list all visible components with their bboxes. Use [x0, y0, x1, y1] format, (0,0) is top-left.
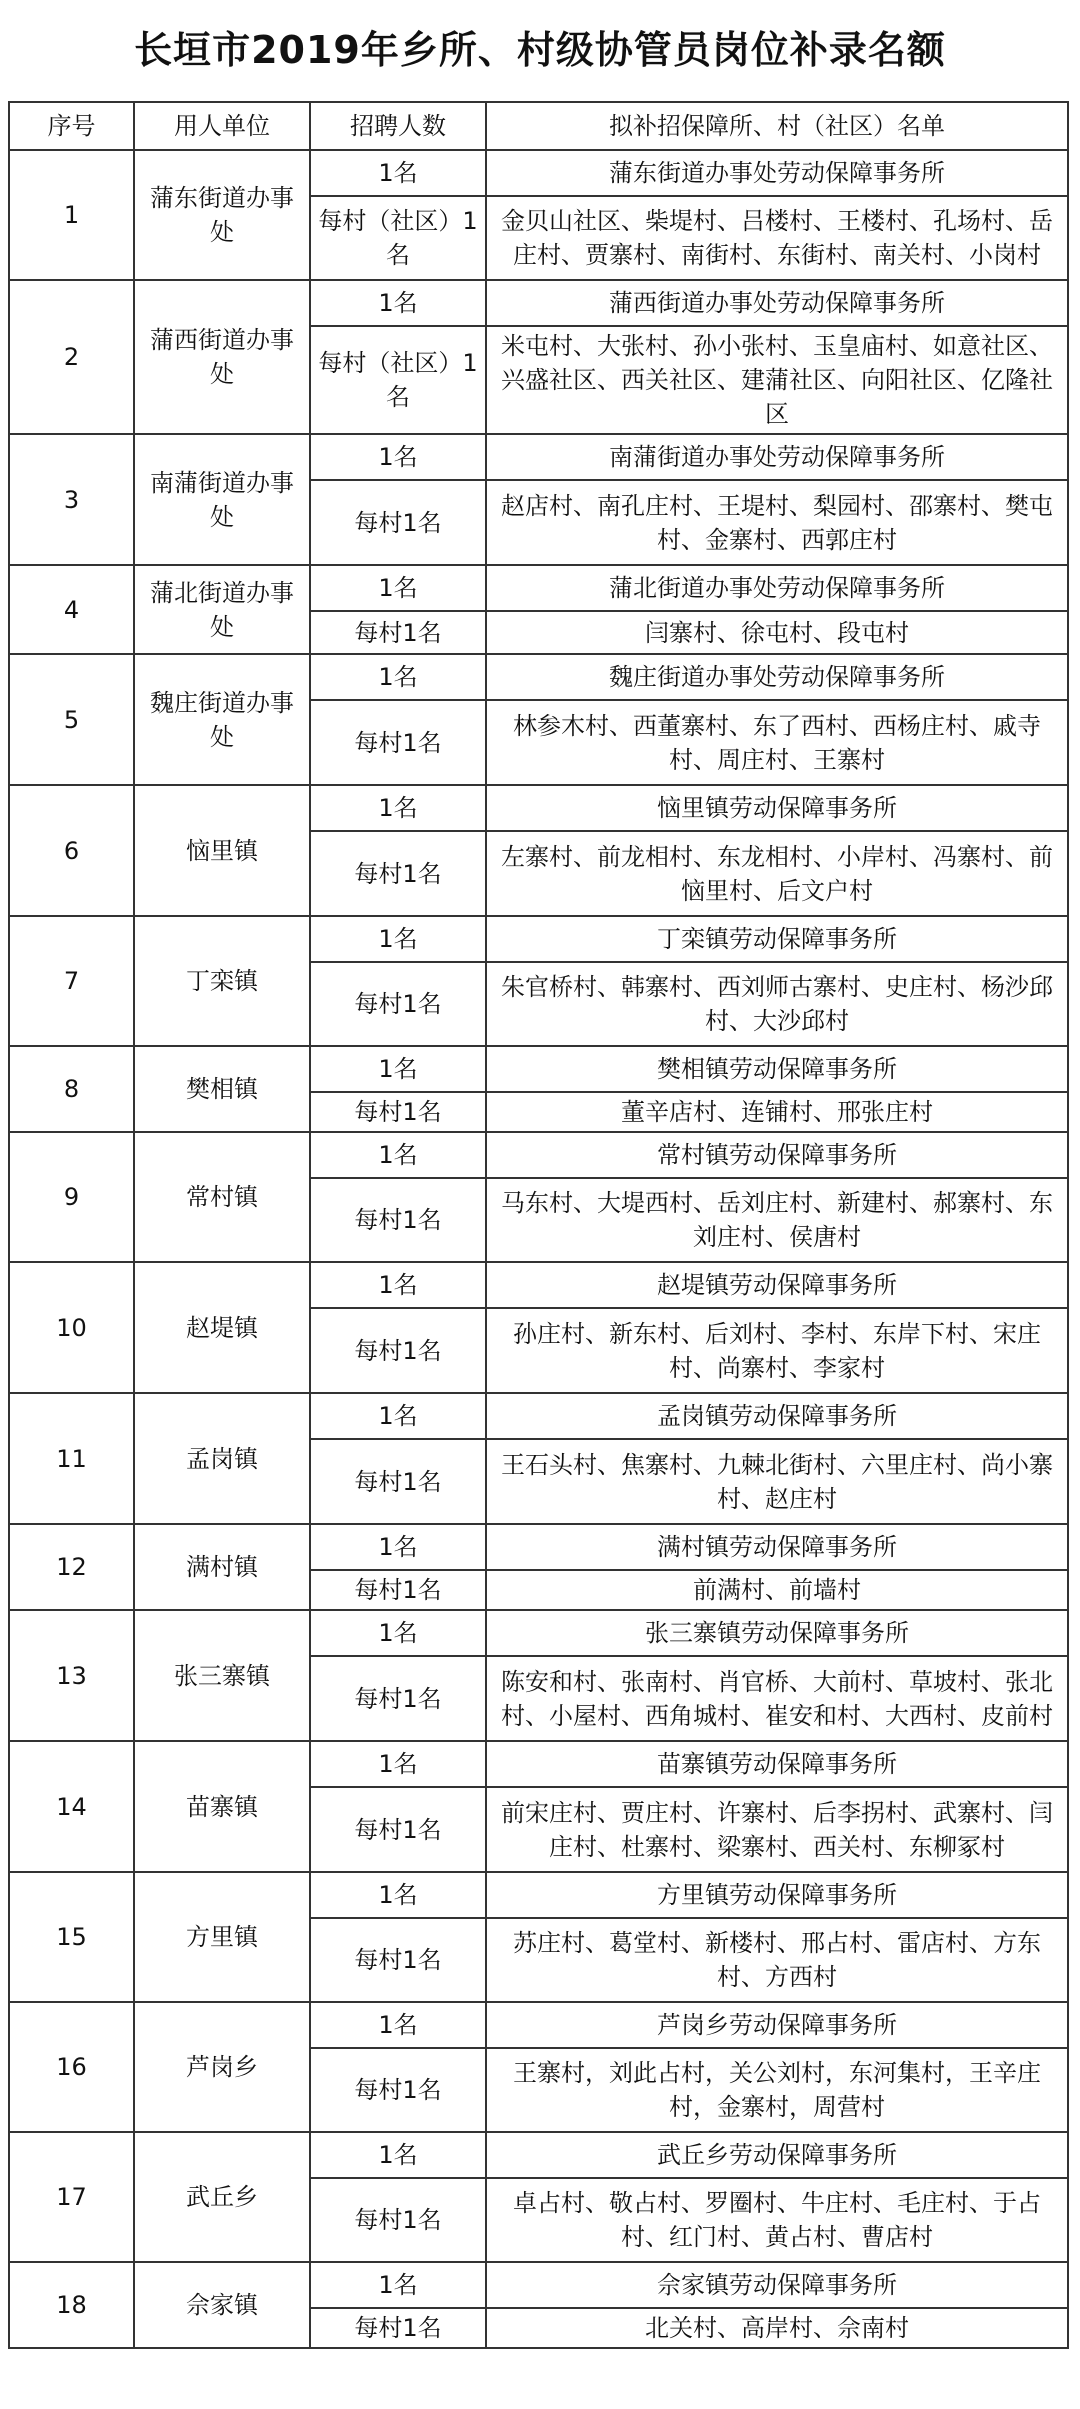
table-row	[9, 1872, 1068, 1918]
village-list: 王寨村，刘此占村，关公刘村，东河集村，王辛庄村，金寨村，周营村	[486, 2048, 1068, 2132]
employer-unit: 武丘乡	[134, 2132, 310, 2262]
table-row	[9, 1524, 1068, 1570]
village-list: 前满村、前墙村	[486, 1570, 1068, 1610]
row-number: 3	[9, 434, 134, 565]
office-name: 苗寨镇劳动保障事务所	[486, 1741, 1068, 1787]
recruit-count: 每村1名	[310, 831, 486, 916]
row-number: 16	[9, 2002, 134, 2132]
office-name: 佘家镇劳动保障事务所	[486, 2262, 1068, 2308]
office-name: 蒲东街道办事处劳动保障事务所	[486, 150, 1068, 196]
village-list: 朱官桥村、韩寨村、西刘师古寨村、史庄村、杨沙邱村、大沙邱村	[486, 962, 1068, 1046]
office-name: 张三寨镇劳动保障事务所	[486, 1610, 1068, 1656]
employer-unit: 苗寨镇	[134, 1741, 310, 1872]
office-name: 武丘乡劳动保障事务所	[486, 2132, 1068, 2178]
row-number: 4	[9, 565, 134, 654]
village-list: 北关村、高岸村、佘南村	[486, 2308, 1068, 2348]
recruit-count: 1名	[310, 1393, 486, 1439]
employer-unit: 孟岗镇	[134, 1393, 310, 1524]
row-number: 17	[9, 2132, 134, 2262]
recruit-count: 1名	[310, 1872, 486, 1918]
header-count: 招聘人数	[310, 102, 486, 150]
table-header-row	[9, 102, 1068, 150]
office-name: 恼里镇劳动保障事务所	[486, 785, 1068, 831]
employer-unit: 丁栾镇	[134, 916, 310, 1046]
recruit-count: 每村1名	[310, 2178, 486, 2262]
header-no: 序号	[9, 102, 134, 150]
village-list: 苏庄村、葛堂村、新楼村、邢占村、雷店村、方东村、方西村	[486, 1918, 1068, 2002]
employer-unit: 佘家镇	[134, 2262, 310, 2348]
row-number: 2	[9, 280, 134, 434]
recruit-count: 1名	[310, 434, 486, 480]
village-list: 米屯村、大张村、孙小张村、玉皇庙村、如意社区、兴盛社区、西关社区、建蒲社区、向阳社区、亿隆社区	[486, 326, 1068, 434]
recruit-count: 每村1名	[310, 1570, 486, 1610]
quota-table	[8, 101, 1069, 2349]
table-row	[9, 434, 1068, 480]
recruit-count: 每村1名	[310, 1656, 486, 1741]
recruit-count: 1名	[310, 280, 486, 326]
recruit-count: 每村1名	[310, 480, 486, 565]
row-number: 6	[9, 785, 134, 916]
recruit-count: 1名	[310, 654, 486, 700]
employer-unit: 常村镇	[134, 1132, 310, 1262]
office-name: 南蒲街道办事处劳动保障事务所	[486, 434, 1068, 480]
header-names: 拟补招保障所、村（社区）名单	[486, 102, 1068, 150]
employer-unit: 蒲东街道办事处	[134, 150, 310, 280]
village-list: 闫寨村、徐屯村、段屯村	[486, 611, 1068, 654]
recruit-count: 每村（社区）1名	[310, 326, 486, 434]
table-row	[9, 2132, 1068, 2178]
row-number: 8	[9, 1046, 134, 1132]
office-name: 满村镇劳动保障事务所	[486, 1524, 1068, 1570]
recruit-count: 1名	[310, 1741, 486, 1787]
employer-unit: 芦岗乡	[134, 2002, 310, 2132]
office-name: 樊相镇劳动保障事务所	[486, 1046, 1068, 1092]
table-row	[9, 785, 1068, 831]
village-list: 金贝山社区、柴堤村、吕楼村、王楼村、孔场村、岳庄村、贾寨村、南街村、东街村、南关村、小岗村	[486, 196, 1068, 280]
office-name: 魏庄街道办事处劳动保障事务所	[486, 654, 1068, 700]
table-row	[9, 1393, 1068, 1439]
employer-unit: 魏庄街道办事处	[134, 654, 310, 785]
table-row	[9, 280, 1068, 326]
row-number: 10	[9, 1262, 134, 1393]
office-name: 赵堤镇劳动保障事务所	[486, 1262, 1068, 1308]
employer-unit: 蒲西街道办事处	[134, 280, 310, 434]
recruit-count: 1名	[310, 2002, 486, 2048]
recruit-count: 1名	[310, 2132, 486, 2178]
row-number: 1	[9, 150, 134, 280]
recruit-count: 1名	[310, 916, 486, 962]
village-list: 马东村、大堤西村、岳刘庄村、新建村、郝寨村、东刘庄村、侯唐村	[486, 1178, 1068, 1262]
village-list: 卓占村、敬占村、罗圈村、牛庄村、毛庄村、于占村、红门村、黄占村、曹店村	[486, 2178, 1068, 2262]
table-row	[9, 1741, 1068, 1787]
office-name: 丁栾镇劳动保障事务所	[486, 916, 1068, 962]
employer-unit: 恼里镇	[134, 785, 310, 916]
row-number: 12	[9, 1524, 134, 1610]
recruit-count: 1名	[310, 785, 486, 831]
employer-unit: 蒲北街道办事处	[134, 565, 310, 654]
recruit-count: 1名	[310, 565, 486, 611]
village-list: 林参木村、西董寨村、东了西村、西杨庄村、戚寺村、周庄村、王寨村	[486, 700, 1068, 785]
office-name: 常村镇劳动保障事务所	[486, 1132, 1068, 1178]
table-row	[9, 916, 1068, 962]
office-name: 芦岗乡劳动保障事务所	[486, 2002, 1068, 2048]
page-title: 长垣市2019年乡所、村级协管员岗位补录名额	[134, 28, 946, 72]
header-unit: 用人单位	[134, 102, 310, 150]
table-row	[9, 2262, 1068, 2308]
village-list: 前宋庄村、贾庄村、许寨村、后李拐村、武寨村、闫庄村、杜寨村、梁寨村、西关村、东柳冢村	[486, 1787, 1068, 1872]
village-list: 王石头村、焦寨村、九棘北街村、六里庄村、尚小寨村、赵庄村	[486, 1439, 1068, 1524]
row-number: 15	[9, 1872, 134, 2002]
row-number: 14	[9, 1741, 134, 1872]
employer-unit: 南蒲街道办事处	[134, 434, 310, 565]
table-row	[9, 2002, 1068, 2048]
recruit-count: 每村1名	[310, 1439, 486, 1524]
recruit-count: 每村（社区）1名	[310, 196, 486, 280]
row-number: 18	[9, 2262, 134, 2348]
recruit-count: 每村1名	[310, 2308, 486, 2348]
employer-unit: 赵堤镇	[134, 1262, 310, 1393]
recruit-count: 1名	[310, 150, 486, 196]
recruit-count: 1名	[310, 1524, 486, 1570]
row-number: 11	[9, 1393, 134, 1524]
recruit-count: 每村1名	[310, 611, 486, 654]
office-name: 蒲西街道办事处劳动保障事务所	[486, 280, 1068, 326]
village-list: 孙庄村、新东村、后刘村、李村、东岸下村、宋庄村、尚寨村、李家村	[486, 1308, 1068, 1393]
recruit-count: 1名	[310, 1610, 486, 1656]
recruit-count: 每村1名	[310, 700, 486, 785]
recruit-count: 1名	[310, 1132, 486, 1178]
row-number: 5	[9, 654, 134, 785]
village-list: 左寨村、前龙相村、东龙相村、小岸村、冯寨村、前恼里村、后文户村	[486, 831, 1068, 916]
recruit-count: 1名	[310, 1262, 486, 1308]
row-number: 9	[9, 1132, 134, 1262]
recruit-count: 每村1名	[310, 1787, 486, 1872]
table-row	[9, 1262, 1068, 1308]
village-list: 赵店村、南孔庄村、王堤村、梨园村、邵寨村、樊屯村、金寨村、西郭庄村	[486, 480, 1068, 565]
office-name: 蒲北街道办事处劳动保障事务所	[486, 565, 1068, 611]
village-list: 陈安和村、张南村、肖官桥、大前村、草坡村、张北村、小屋村、西角城村、崔安和村、大西村、皮前村	[486, 1656, 1068, 1741]
recruit-count: 每村1名	[310, 1918, 486, 2002]
employer-unit: 满村镇	[134, 1524, 310, 1610]
table-row	[9, 1610, 1068, 1656]
table-row	[9, 1132, 1068, 1178]
employer-unit: 方里镇	[134, 1872, 310, 2002]
recruit-count: 每村1名	[310, 962, 486, 1046]
recruit-count: 每村1名	[310, 1092, 486, 1132]
row-number: 7	[9, 916, 134, 1046]
employer-unit: 樊相镇	[134, 1046, 310, 1132]
employer-unit: 张三寨镇	[134, 1610, 310, 1741]
table-row	[9, 150, 1068, 196]
recruit-count: 1名	[310, 2262, 486, 2308]
recruit-count: 每村1名	[310, 2048, 486, 2132]
village-list: 董辛店村、连铺村、邢张庄村	[486, 1092, 1068, 1132]
table-row	[9, 565, 1068, 611]
recruit-count: 1名	[310, 1046, 486, 1092]
recruit-count: 每村1名	[310, 1178, 486, 1262]
office-name: 方里镇劳动保障事务所	[486, 1872, 1068, 1918]
office-name: 孟岗镇劳动保障事务所	[486, 1393, 1068, 1439]
row-number: 13	[9, 1610, 134, 1741]
table-row	[9, 1046, 1068, 1092]
recruit-count: 每村1名	[310, 1308, 486, 1393]
table-row	[9, 654, 1068, 700]
